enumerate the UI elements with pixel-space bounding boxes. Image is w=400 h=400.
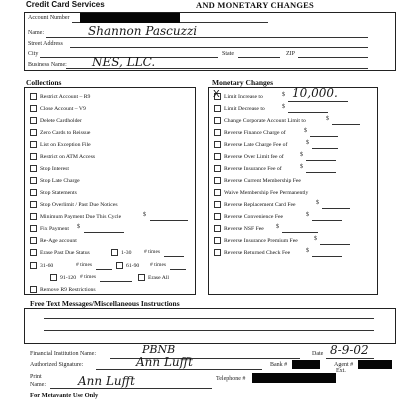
checkbox[interactable] xyxy=(138,274,145,281)
past-due-31-60[interactable]: 31-60 xyxy=(30,262,53,269)
insurance-premium-currency: $ xyxy=(314,236,317,242)
free-text-line-2 xyxy=(44,330,374,331)
corporate-limit-currency: $ xyxy=(326,116,329,122)
checkbox[interactable] xyxy=(214,141,221,148)
monetary-item-corporate-limit[interactable]: Change Corporate Account Limit to xyxy=(214,117,306,124)
checkbox[interactable] xyxy=(30,249,37,256)
signature-value: Ann Lufft xyxy=(136,355,193,369)
monetary-item-returned-check[interactable]: Reverse Returned Check Fee xyxy=(214,249,290,256)
checkbox[interactable] xyxy=(30,262,37,269)
business-name-value: NES, LLC. xyxy=(92,55,156,69)
collections-item-remove-r9[interactable]: Remove R9 Restrictions xyxy=(30,286,96,293)
convenience-fee-currency: $ xyxy=(306,212,309,218)
institution-label: Financial Institution Name: xyxy=(30,351,96,357)
name-label: Name: xyxy=(28,30,44,36)
checkbox[interactable] xyxy=(214,225,221,232)
finance-charge-line[interactable] xyxy=(310,136,338,137)
checkbox[interactable] xyxy=(30,117,37,124)
collections-item-stop-late-charge[interactable]: Stop Late Charge xyxy=(30,177,80,184)
fix-payment-line[interactable] xyxy=(84,232,124,233)
limit-increase-value: 10,000. xyxy=(292,86,338,100)
replacement-card-line[interactable] xyxy=(322,208,350,209)
collections-item-reage-account[interactable]: Re-Age account xyxy=(30,237,77,244)
collections-item-close-account[interactable]: Close Account – V9 xyxy=(30,105,86,112)
collections-item-stop-statements[interactable]: Stop Statements xyxy=(30,189,77,196)
fix-payment-currency: $ xyxy=(77,224,80,230)
agent-number-label: Agent # xyxy=(334,362,354,368)
limit-increase-currency: $ xyxy=(282,92,285,98)
monetary-item-limit-increase[interactable]: Limit Increase to xyxy=(214,93,263,100)
checkbox[interactable] xyxy=(30,213,37,220)
past-due-1-30-times-line[interactable] xyxy=(164,256,184,257)
monetary-changes-title: Monetary Changes xyxy=(212,78,274,87)
monetary-item-waive-membership[interactable]: Waive Membership Fee Permanently xyxy=(214,189,308,196)
date-label: Date xyxy=(312,351,324,357)
account-number-label: Account Number xyxy=(28,15,70,21)
checkbox[interactable] xyxy=(214,213,221,220)
monetary-item-convenience-fee[interactable]: Reverse Convenience Fee xyxy=(214,213,283,220)
limit-decrease-line[interactable] xyxy=(288,112,328,113)
limit-decrease-currency: $ xyxy=(282,104,285,110)
checkbox[interactable] xyxy=(30,225,37,232)
checkbox[interactable] xyxy=(214,249,221,256)
street-address-line xyxy=(70,47,368,48)
collections-title: Collections xyxy=(26,78,62,87)
monetary-item-nsf-fee[interactable]: Reverse NSF Fee xyxy=(214,225,264,232)
street-address-label: Street Address xyxy=(28,41,63,47)
checkbox[interactable] xyxy=(214,177,221,184)
form-title: AND MONETARY CHANGES xyxy=(196,0,314,10)
account-number-redaction xyxy=(80,13,180,23)
collections-item-erase-past-due[interactable]: Erase Past Due Status xyxy=(30,249,90,256)
collections-item-restrict-account[interactable]: Restrict Account – R9 xyxy=(30,93,90,100)
telephone-label: Telephone # xyxy=(216,376,246,382)
agent-number-redaction xyxy=(358,360,392,369)
checkbox[interactable] xyxy=(214,129,221,136)
checkbox[interactable] xyxy=(214,117,221,124)
ext-label: Ext. xyxy=(336,368,346,374)
past-due-91-120[interactable]: 91-120 xyxy=(50,274,76,281)
authorized-signature-line xyxy=(96,369,262,370)
over-limit-currency: $ xyxy=(300,152,303,158)
checkbox[interactable] xyxy=(214,153,221,160)
nsf-fee-line[interactable] xyxy=(282,232,318,233)
free-text-title: Free Text Messages/Miscellaneous Instructions xyxy=(30,299,180,308)
bank-number-label: Bank # xyxy=(270,362,288,368)
nsf-fee-currency: $ xyxy=(276,224,279,230)
convenience-fee-line[interactable] xyxy=(312,220,342,221)
zip-label: ZIP xyxy=(286,51,295,57)
past-due-61-90-times-line[interactable] xyxy=(170,269,186,270)
corporate-limit-line[interactable] xyxy=(332,124,360,125)
bank-number-redaction xyxy=(292,360,320,369)
past-due-61-90-times: # times xyxy=(150,262,167,268)
returned-check-currency: $ xyxy=(306,248,309,254)
checkbox[interactable] xyxy=(214,201,221,208)
checkbox[interactable] xyxy=(30,141,37,148)
checkbox[interactable] xyxy=(30,165,37,172)
replacement-card-currency: $ xyxy=(316,200,319,206)
date-line xyxy=(326,358,374,359)
checkbox[interactable] xyxy=(30,189,37,196)
over-limit-line[interactable] xyxy=(306,160,336,161)
past-due-31-60-times: # times xyxy=(76,262,93,268)
checkbox[interactable] xyxy=(214,237,221,244)
past-due-31-60-times-line[interactable] xyxy=(96,269,112,270)
collections-item-delete-cardholder[interactable]: Delete Cardholder xyxy=(30,117,82,124)
checkbox[interactable] xyxy=(214,189,221,196)
finance-charge-currency: $ xyxy=(304,128,307,134)
collections-item-fix-payment[interactable]: Fix Payment xyxy=(30,225,69,232)
monetary-item-over-limit[interactable]: Reverse Over Limit fee of xyxy=(214,153,284,160)
checkbox[interactable] xyxy=(116,262,123,269)
print-name-label: Name: xyxy=(30,382,46,388)
institution-value: PBNB xyxy=(142,343,176,356)
minimum-payment-currency: $ xyxy=(143,212,146,218)
checkbox[interactable] xyxy=(30,129,37,136)
monetary-item-replacement-card[interactable]: Reverse Replacement Card Fee xyxy=(214,201,296,208)
authorized-signature-label: Authorized Signature: xyxy=(30,362,84,368)
returned-check-line[interactable] xyxy=(312,256,342,257)
metavante-use-label: For Metavante Use Only xyxy=(30,392,99,399)
checkbox[interactable] xyxy=(50,274,57,281)
monetary-item-late-charge[interactable]: Reverse Late Charge Fee of xyxy=(214,141,287,148)
monetary-item-insurance-fee[interactable]: Reverse Insurance Fee of xyxy=(214,165,282,172)
past-due-91-120-times-line[interactable] xyxy=(100,281,132,282)
late-charge-currency: $ xyxy=(306,140,309,146)
minimum-payment-line[interactable] xyxy=(150,220,188,221)
print-name-value: Ann Lufft xyxy=(78,374,135,388)
late-charge-line[interactable] xyxy=(312,148,338,149)
city-label: City xyxy=(28,51,39,57)
checkbox[interactable] xyxy=(30,201,37,208)
monetary-item-finance-charge[interactable]: Reverse Finance Charge of xyxy=(214,129,286,136)
limit-increase-line[interactable] xyxy=(288,101,348,102)
name-value: Shannon Pascuzzi xyxy=(88,24,198,38)
free-text-line-1 xyxy=(44,318,374,319)
date-value: 8-9-02 xyxy=(330,343,369,357)
insurance-premium-line[interactable] xyxy=(320,244,350,245)
collections-item-restrict-atm[interactable]: Restrict on ATM Access xyxy=(30,153,95,160)
past-due-1-30[interactable]: 1-30 xyxy=(111,249,131,256)
erase-all[interactable]: Erase All xyxy=(138,274,169,281)
checkbox[interactable] xyxy=(214,105,221,112)
collections-item-exception-file[interactable]: List on Exception File xyxy=(30,141,91,148)
monetary-item-insurance-premium[interactable]: Reverse Insurance Premium Fee xyxy=(214,237,298,244)
checkbox[interactable] xyxy=(30,105,37,112)
checkbox[interactable] xyxy=(30,153,37,160)
state-line xyxy=(238,57,280,58)
free-text-box[interactable] xyxy=(24,308,396,344)
zip-line xyxy=(298,57,368,58)
insurance-fee-line[interactable] xyxy=(306,172,336,173)
collections-item-stop-overlimit[interactable]: Stop Overlimit / Past Due Notices xyxy=(30,201,118,208)
monetary-item-membership-fee[interactable]: Reverse Current Membership Fee xyxy=(214,177,301,184)
past-due-91-120-times: # times xyxy=(80,274,97,280)
collections-item-zero-cards[interactable]: Zero Cards to Reissue xyxy=(30,129,90,136)
checkbox[interactable] xyxy=(214,165,221,172)
limit-increase-check-mark: X xyxy=(213,89,220,100)
checkbox[interactable] xyxy=(30,286,37,293)
telephone-redaction xyxy=(252,373,336,383)
print-label: Print xyxy=(30,374,42,380)
insurance-fee-currency: $ xyxy=(300,164,303,170)
business-name-label: Business Name: xyxy=(28,62,67,68)
form-section-title: Credit Card Services xyxy=(26,0,105,9)
past-due-61-90[interactable]: 61-90 xyxy=(116,262,139,269)
print-name-line xyxy=(50,388,212,389)
collections-item-minimum-payment[interactable]: Minimum Payment Due This Cycle xyxy=(30,213,121,220)
checkbox[interactable] xyxy=(30,93,37,100)
monetary-item-limit-decrease[interactable]: Limit Decrease to xyxy=(214,105,265,112)
past-due-1-30-times: # times xyxy=(144,249,161,255)
checkbox[interactable] xyxy=(30,177,37,184)
checkbox[interactable] xyxy=(30,237,37,244)
checkbox[interactable] xyxy=(111,249,118,256)
collections-item-stop-interest[interactable]: Stop Interest xyxy=(30,165,69,172)
state-label: State xyxy=(222,51,234,57)
